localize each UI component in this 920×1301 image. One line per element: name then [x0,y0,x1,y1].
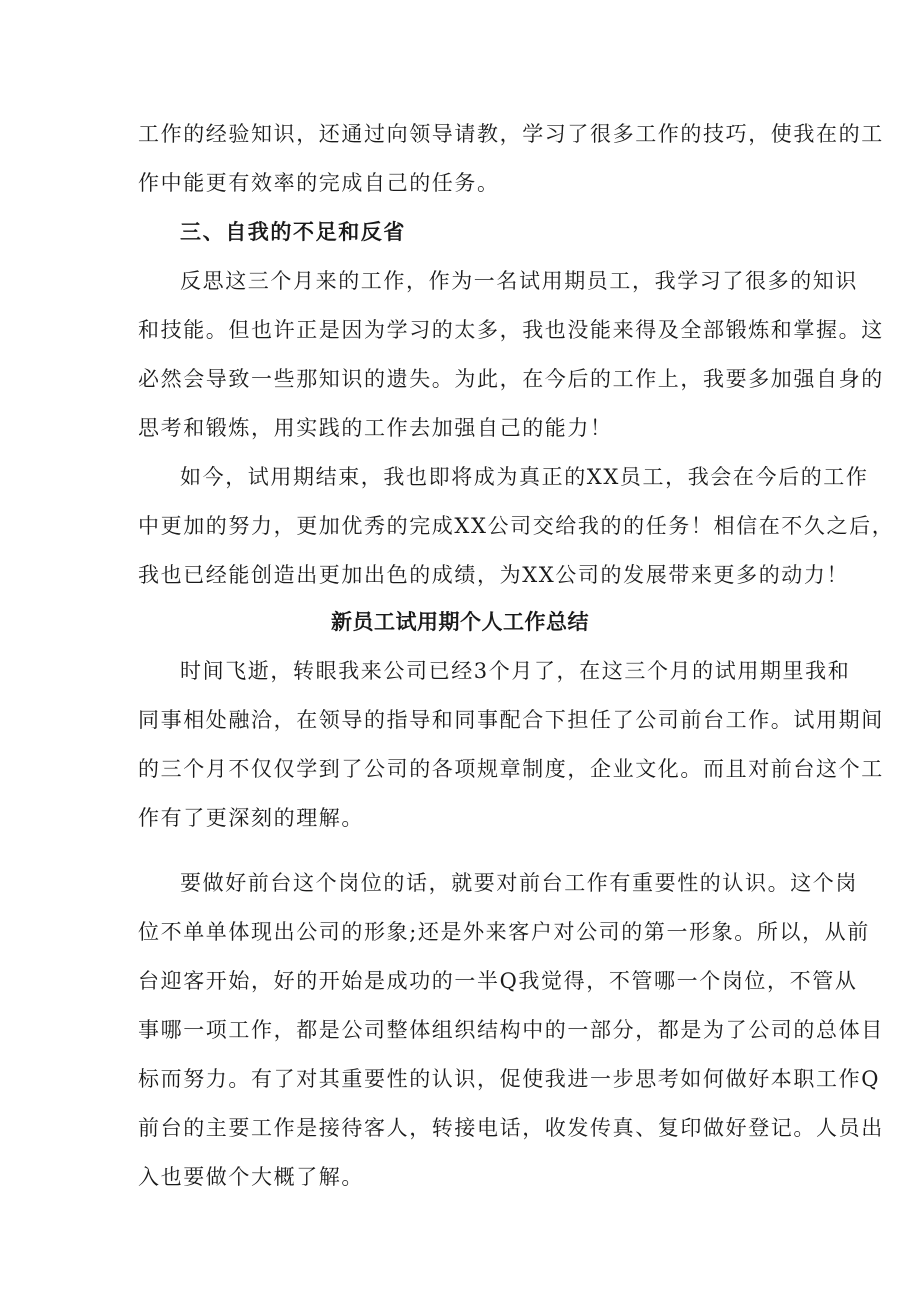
document-title: 新员工试用期个人工作总结 [331,609,589,634]
paragraph-line: 事哪一项工作，都是公司整体组织结构中的一部分，都是为了公司的总体目 [138,1018,884,1042]
paragraph-line: 如今，试用期结束，我也即将成为真正的XX员工，我会在今后的工作 [180,465,869,489]
paragraph-line: 工作的经验知识，还通过向领导请教，学习了很多工作的技巧，使我在的工 [138,122,884,146]
paragraph-line: 台迎客开始，好的开始是成功的一半Q我觉得，不管哪一个岗位，不管从 [138,969,858,993]
paragraph-line: 要做好前台这个岗位的话，就要对前台工作有重要性的认识。这个岗 [180,871,858,895]
paragraph-line: 入也要做个大概了解。 [138,1165,364,1189]
paragraph-line: 时间飞逝，转眼我来公司已经3个月了，在这三个月的试用期里我和 [180,659,851,683]
paragraph-line: 同事相处融洽，在领导的指导和同事配合下担任了公司前台工作。试用期间 [138,708,884,732]
section-heading: 三、自我的不足和反省 [180,219,406,244]
paragraph-line: 作中能更有效率的完成自己的任务。 [138,171,500,195]
paragraph-line: 前台的主要工作是接待客人，转接电话，收发传真、复印做好登记。人员出 [138,1116,884,1140]
paragraph-line: 反思这三个月来的工作，作为一名试用期员工，我学习了很多的知识 [180,269,858,293]
paragraph-line: 的三个月不仅仅学到了公司的各项规章制度，企业文化。而且对前台这个工 [138,757,884,781]
paragraph-line: 标而努力。有了对其重要性的认识，促使我进一步思考如何做好本职工作Q [138,1067,881,1091]
paragraph-line: 和技能。但也许正是因为学习的太多，我也没能来得及全部锻炼和掌握。这 [138,318,884,342]
paragraph-line: 我也已经能创造出更加出色的成绩，为XX公司的发展带来更多的动力！ [138,563,850,587]
paragraph-line: 位不单单体现出公司的形象;还是外来客户对公司的第一形象。所以，从前 [138,920,870,944]
paragraph-line: 作有了更深刻的理解。 [138,806,364,830]
paragraph-line: 中更加的努力，更加优秀的完成XX公司交给我的的任务！相信在不久之后， [138,514,895,538]
paragraph-line: 思考和锻炼，用实践的工作去加强自己的能力！ [138,416,613,440]
paragraph-line: 必然会导致一些那知识的遗失。为此，在今后的工作上，我要多加强自身的 [138,367,884,391]
